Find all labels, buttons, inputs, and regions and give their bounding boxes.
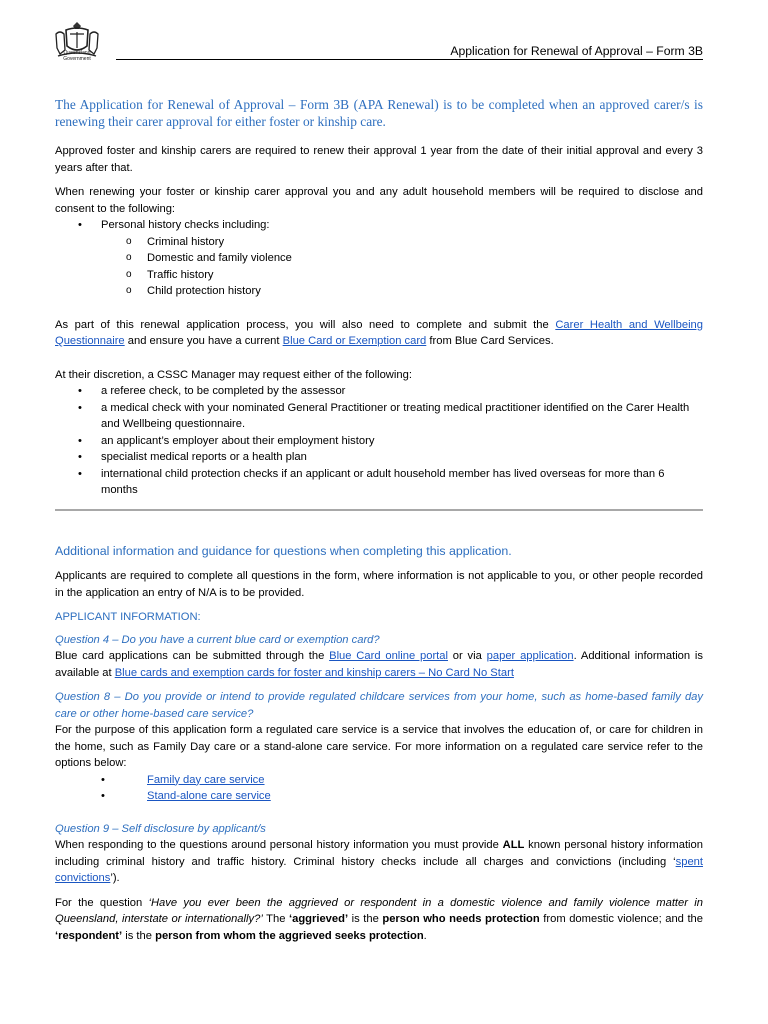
text: ‘Have you ever been the aggrieved or respondent in a domestic violence and family violence matter in Queensland, interstate or internationally?’	[55, 896, 703, 925]
text: ‘respondent’	[55, 929, 123, 942]
question-4-paragraph	[55, 648, 703, 681]
health-questionnaire-link[interactable]: Carer Health and Wellbeing Questionnaire	[55, 318, 703, 347]
text: or via	[448, 650, 487, 662]
question-9-heading: Question 9 – Self disclosure by applicant/s	[55, 822, 266, 835]
text: ‘aggrieved’	[289, 913, 349, 925]
discretion-item: • specialist medical reports or a health plan	[55, 449, 703, 466]
document-title: Application for Renewal of Approval – Form 3B	[450, 44, 703, 58]
check-item: o Traffic history	[55, 267, 703, 284]
question-9-paragraph-1	[55, 837, 703, 887]
text: known personal history information including criminal history and traffic history. Criminal history checks include all charges and convictions (including ‘	[55, 839, 703, 868]
care-service-item	[55, 788, 703, 805]
section-divider	[55, 509, 703, 511]
text: The	[262, 913, 289, 925]
text: from Blue Card Services.	[426, 335, 554, 347]
care-service-links	[55, 772, 703, 805]
question-4-heading: Question 4 – Do you have a current blue card or exemption card?	[55, 633, 380, 646]
checks-list	[55, 217, 703, 234]
question-8-heading: Question 8 – Do you provide or intend to provide regulated childcare services from your home, such as home-based family day care or other home-based care service?	[55, 691, 703, 720]
applicant-information-heading: APPLICANT INFORMATION:	[55, 611, 201, 623]
care-service-item	[55, 772, 703, 789]
checks-sublist	[55, 234, 703, 300]
text: from domestic violence; and the	[539, 913, 704, 925]
text: When responding to the questions around personal history information you must provide	[55, 839, 503, 851]
header-rule	[116, 59, 703, 60]
guidance-paragraph: Applicants are required to complete all questions in the form, where information is not applicable to you, or other people recorded in the application an entry of N/A is to be provided.	[55, 570, 703, 599]
discretion-item: • a medical check with your nominated General Practitioner or treating medical practitioner identified on the Carer Health and Wellbeing questionnaire.	[55, 400, 703, 433]
discretion-item: • a referee check, to be completed by the assessor	[55, 383, 703, 400]
text: For the question	[55, 896, 149, 909]
text: Blue card applications can be submitted through the	[55, 650, 330, 662]
renewal-paragraph: Approved foster and kinship carers are required to renew their approval 1 year from the date of their initial approval and every 3 years after that.	[55, 145, 703, 174]
question-8-paragraph: For the purpose of this application form a regulated care service is a service that involves the education of, or care for children in the home, such as Family Day care or a stand-alone care service. For more information on a regulated care service refer to the options below:	[55, 724, 703, 769]
paper-application-link[interactable]: paper application	[486, 650, 574, 662]
discretion-item: • an applicant’s employer about their employment history	[55, 433, 703, 450]
checks-label: • Personal history checks including:	[55, 217, 703, 234]
text: person who needs protection	[382, 913, 540, 925]
spent-convictions-link[interactable]: spent convictions	[55, 855, 703, 884]
text: As part of this renewal application process, you will also need to complete and submit the	[55, 318, 556, 331]
text: and ensure you have a current	[124, 335, 283, 347]
logo-text: Queensland Government	[63, 50, 91, 62]
family-day-care-link[interactable]: Family day care service	[147, 773, 265, 786]
check-item: o Domestic and family violence	[55, 250, 703, 267]
document-body	[55, 97, 703, 952]
stand-alone-care-link[interactable]: Stand-alone care service	[147, 790, 271, 802]
blue-card-portal-link[interactable]: Blue Card online portal	[329, 650, 448, 662]
discretion-item: • international child protection checks if an applicant or adult household member has lived overseas for more than 6 months	[55, 466, 703, 499]
check-item: o Criminal history	[55, 234, 703, 251]
check-item: o Child protection history	[55, 283, 703, 300]
renewal-process-paragraph	[55, 317, 703, 350]
intro-paragraph: The Application for Renewal of Approval – Form 3B (APA Renewal) is to be completed when an approved carer/s is renewing their carer approval for either foster or kinship care.	[55, 97, 703, 129]
text: is the	[348, 913, 383, 925]
text: .	[423, 929, 427, 942]
disclosure-paragraph: When renewing your foster or kinship carer approval you and any adult household members will be required to disclose and consent to the following:	[55, 186, 703, 215]
text: . Additional information is available at	[55, 650, 704, 679]
text: ’).	[110, 872, 120, 884]
text: person from whom the aggrieved seeks protection	[155, 929, 424, 942]
text: ALL	[502, 839, 525, 851]
discretion-paragraph: At their discretion, a CSSC Manager may request either of the following:	[55, 368, 412, 381]
guidance-heading: Additional information and guidance for questions when completing this application.	[55, 543, 512, 558]
blue-card-link[interactable]: Blue Card or Exemption card	[282, 335, 427, 347]
no-card-no-start-link[interactable]: Blue cards and exemption cards for foster and kinship carers – No Card No Start	[114, 666, 514, 679]
question-9-paragraph-2	[55, 895, 703, 945]
discretion-list	[55, 383, 703, 499]
text: is the	[122, 929, 156, 942]
